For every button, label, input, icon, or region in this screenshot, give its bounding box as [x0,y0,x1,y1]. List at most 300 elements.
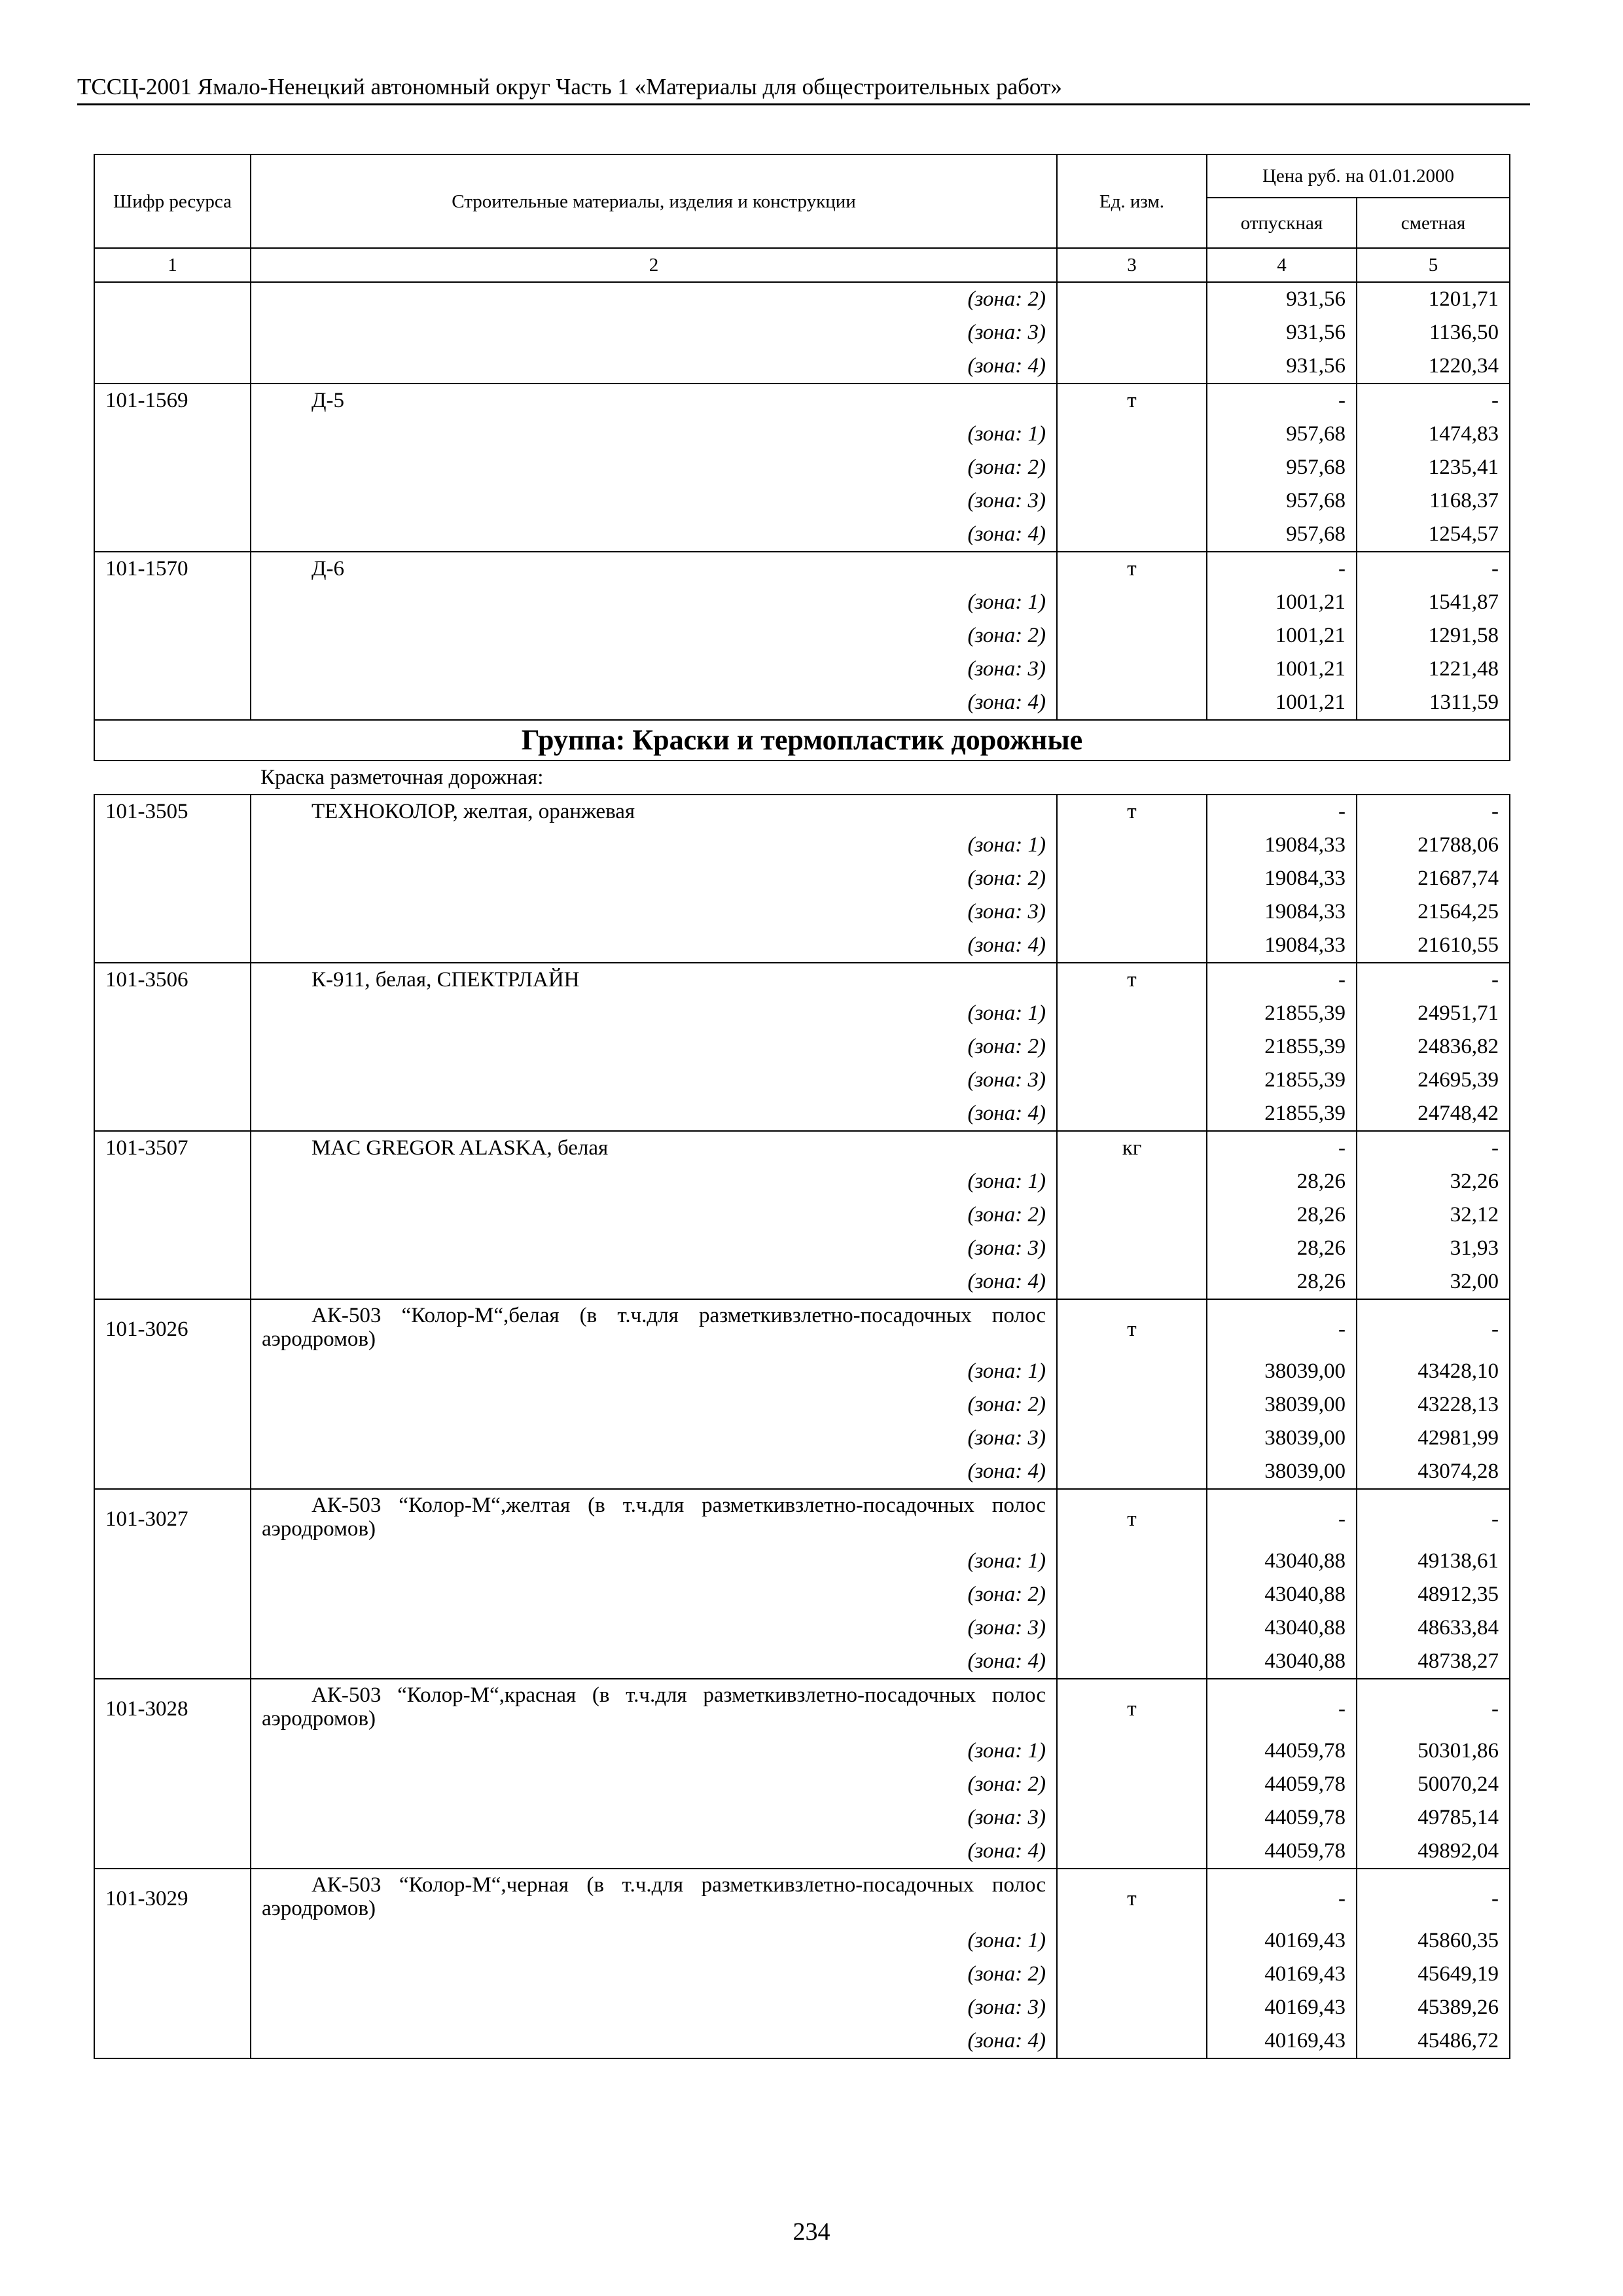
resource-code: 101-1570 [94,552,251,586]
zone-row [94,1645,1510,1679]
release-price: 1001,21 [1207,586,1357,619]
estimate-price: 1235,41 [1357,451,1510,484]
zone-row [94,282,1510,316]
zone-row [94,316,1510,350]
resource-name: АК-503 “Колор-М“,желтая (в т.ч.для разметкивзлетно-посадочных полос аэродромов) [251,1489,1057,1545]
release-price: 40169,43 [1207,1991,1357,2024]
estimate-price: 32,26 [1357,1165,1510,1198]
unit-cell [1057,1198,1207,1232]
release-price: - [1207,1299,1357,1355]
unit-cell [1057,1030,1207,1064]
zone-label: (зона: 2) [251,1030,1057,1064]
header-col-number: 2 [251,248,1057,282]
release-price: 40169,43 [1207,1958,1357,1991]
estimate-price: - [1357,795,1510,829]
unit-cell [1057,282,1207,316]
release-price: - [1207,963,1357,997]
estimate-price: 1254,57 [1357,518,1510,552]
subgroup-title: Краска разметочная дорожная: [94,761,1510,795]
resource-name: АК-503 “Колор-М“,белая (в т.ч.для разметкивзлетно-посадочных полос аэродромов) [251,1299,1057,1355]
unit-cell [1057,1958,1207,1991]
zone-label: (зона: 1) [251,829,1057,862]
code-cell [94,1768,251,1801]
estimate-price: 1221,48 [1357,653,1510,686]
zone-row [94,1388,1510,1422]
unit-cell [1057,895,1207,929]
zone-label: (зона: 2) [251,1388,1057,1422]
table-row [94,1299,1510,1355]
code-cell [94,586,251,619]
zone-row [94,1768,1510,1801]
release-price: 44059,78 [1207,1801,1357,1835]
code-cell [94,1355,251,1388]
release-price: 43040,88 [1207,1545,1357,1578]
estimate-price: 21564,25 [1357,895,1510,929]
code-cell [94,316,251,350]
zone-label: (зона: 1) [251,418,1057,451]
estimate-price: 21687,74 [1357,862,1510,895]
unit-cell [1057,1355,1207,1388]
release-price: - [1207,795,1357,829]
release-price: - [1207,1489,1357,1545]
zone-row [94,1801,1510,1835]
estimate-price: 49785,14 [1357,1801,1510,1835]
estimate-price: 43428,10 [1357,1355,1510,1388]
estimate-price: 43074,28 [1357,1455,1510,1489]
release-price: 38039,00 [1207,1388,1357,1422]
zone-row [94,1455,1510,1489]
code-cell [94,1097,251,1131]
unit-cell [1057,862,1207,895]
code-cell [94,895,251,929]
zone-row [94,1355,1510,1388]
release-price: - [1207,552,1357,586]
release-price: 1001,21 [1207,653,1357,686]
resource-name: К-911, белая, СПЕКТРЛАЙН [251,963,1057,997]
code-cell [94,829,251,862]
page-header: ТССЦ-2001 Ямало-Ненецкий автономный округ Часть 1 «Материалы для общестроительных работ» [77,73,1530,105]
release-price: 19084,33 [1207,929,1357,963]
zone-row [94,619,1510,653]
zone-row [94,1165,1510,1198]
zone-row [94,2024,1510,2058]
unit-cell [1057,518,1207,552]
release-price: 28,26 [1207,1232,1357,1265]
table-row [94,1489,1510,1545]
header-price-title: Цена руб. на 01.01.2000 [1207,154,1510,198]
estimate-price: 43228,13 [1357,1388,1510,1422]
zone-label: (зона: 2) [251,1578,1057,1611]
estimate-price: - [1357,552,1510,586]
estimate-price: 48738,27 [1357,1645,1510,1679]
code-cell [94,451,251,484]
zone-label: (зона: 2) [251,451,1057,484]
resource-code: 101-3507 [94,1131,251,1165]
zone-label: (зона: 1) [251,1734,1057,1768]
page-number: 234 [793,2218,830,2246]
resource-code: 101-3027 [94,1489,251,1545]
release-price: 40169,43 [1207,2024,1357,2058]
release-price: 21855,39 [1207,997,1357,1030]
zone-label: (зона: 3) [251,1232,1057,1265]
zone-row [94,653,1510,686]
zone-row [94,1064,1510,1097]
release-price: 21855,39 [1207,1064,1357,1097]
estimate-price: 45389,26 [1357,1991,1510,2024]
zone-row [94,1835,1510,1869]
zone-row [94,1578,1510,1611]
unit-cell [1057,1734,1207,1768]
code-cell [94,1265,251,1299]
zone-label: (зона: 2) [251,862,1057,895]
release-price: - [1207,1131,1357,1165]
estimate-price: 45649,19 [1357,1958,1510,1991]
estimate-price: 21610,55 [1357,929,1510,963]
zone-label: (зона: 4) [251,686,1057,720]
release-price: 19084,33 [1207,829,1357,862]
estimate-price: 45860,35 [1357,1924,1510,1958]
unit-cell [1057,1097,1207,1131]
estimate-price: - [1357,1679,1510,1734]
zone-row [94,686,1510,720]
group-row [94,720,1510,761]
zone-row [94,1030,1510,1064]
estimate-price: 49892,04 [1357,1835,1510,1869]
release-price: 38039,00 [1207,1355,1357,1388]
release-price: 28,26 [1207,1265,1357,1299]
code-cell [94,1545,251,1578]
zone-row [94,997,1510,1030]
code-cell [94,997,251,1030]
zone-label: (зона: 3) [251,1064,1057,1097]
release-price: 21855,39 [1207,1030,1357,1064]
estimate-price: - [1357,963,1510,997]
release-price: 931,56 [1207,316,1357,350]
code-cell [94,1734,251,1768]
estimate-price: 45486,72 [1357,2024,1510,2058]
price-table [94,154,1510,2059]
unit-cell [1057,1991,1207,2024]
estimate-price: - [1357,384,1510,418]
zone-label: (зона: 3) [251,653,1057,686]
zone-label: (зона: 3) [251,1801,1057,1835]
unit-cell [1057,1388,1207,1422]
code-cell [94,619,251,653]
zone-label: (зона: 4) [251,1835,1057,1869]
release-price: 38039,00 [1207,1422,1357,1455]
zone-row [94,1924,1510,1958]
zone-label: (зона: 3) [251,1422,1057,1455]
unit-cell [1057,997,1207,1030]
release-price: 1001,21 [1207,686,1357,720]
zone-label: (зона: 3) [251,316,1057,350]
header-col-number: 5 [1357,248,1510,282]
release-price: 43040,88 [1207,1578,1357,1611]
unit-cell [1057,929,1207,963]
unit-cell [1057,1232,1207,1265]
zone-label: (зона: 1) [251,1165,1057,1198]
code-cell [94,1924,251,1958]
zone-label: (зона: 2) [251,1768,1057,1801]
table-row [94,1869,1510,1924]
estimate-price: 50070,24 [1357,1768,1510,1801]
table-header [94,154,1510,282]
code-cell [94,1835,251,1869]
estimate-price: 48912,35 [1357,1578,1510,1611]
release-price: 43040,88 [1207,1611,1357,1645]
zone-label: (зона: 4) [251,1265,1057,1299]
zone-label: (зона: 3) [251,1611,1057,1645]
code-cell [94,1232,251,1265]
unit-cell [1057,1645,1207,1679]
zone-row [94,1198,1510,1232]
zone-row [94,1232,1510,1265]
header-price-release: отпускная [1207,198,1357,248]
zone-label: (зона: 4) [251,518,1057,552]
release-price: 1001,21 [1207,619,1357,653]
zone-row [94,929,1510,963]
resource-name: MAC GREGOR ALASKA, белая [251,1131,1057,1165]
estimate-price: 1201,71 [1357,282,1510,316]
resource-code: 101-3506 [94,963,251,997]
unit-cell [1057,350,1207,384]
estimate-price: 24836,82 [1357,1030,1510,1064]
unit-cell [1057,1064,1207,1097]
zone-label: (зона: 3) [251,895,1057,929]
resource-name: ТЕХНОКОЛОР, желтая, оранжевая [251,795,1057,829]
zone-label: (зона: 4) [251,350,1057,384]
header-name: Строительные материалы, изделия и конструкции [251,154,1057,248]
zone-row [94,1265,1510,1299]
resource-code: 101-3026 [94,1299,251,1355]
release-price: - [1207,1679,1357,1734]
zone-label: (зона: 1) [251,1355,1057,1388]
zone-row [94,484,1510,518]
estimate-price: - [1357,1489,1510,1545]
unit-cell [1057,2024,1207,2058]
estimate-price: 1474,83 [1357,418,1510,451]
estimate-price: 32,12 [1357,1198,1510,1232]
estimate-price: 24951,71 [1357,997,1510,1030]
code-cell [94,1991,251,2024]
unit-cell [1057,316,1207,350]
estimate-price: 1541,87 [1357,586,1510,619]
unit: т [1057,1299,1207,1355]
unit-cell [1057,451,1207,484]
zone-label: (зона: 3) [251,484,1057,518]
unit-cell [1057,1835,1207,1869]
code-cell [94,350,251,384]
unit-cell [1057,1924,1207,1958]
code-cell [94,282,251,316]
table-row [94,384,1510,418]
unit-cell [1057,1265,1207,1299]
unit-cell [1057,484,1207,518]
unit: т [1057,384,1207,418]
unit-cell [1057,1545,1207,1578]
code-cell [94,929,251,963]
release-price: 21855,39 [1207,1097,1357,1131]
zone-row [94,1958,1510,1991]
zone-label: (зона: 4) [251,2024,1057,2058]
zone-row [94,586,1510,619]
unit: кг [1057,1131,1207,1165]
release-price: 957,68 [1207,418,1357,451]
code-cell [94,1198,251,1232]
resource-code: 101-3028 [94,1679,251,1734]
unit: т [1057,795,1207,829]
zone-label: (зона: 2) [251,1958,1057,1991]
estimate-price: - [1357,1869,1510,1924]
zone-row [94,451,1510,484]
estimate-price: - [1357,1131,1510,1165]
code-cell [94,1422,251,1455]
release-price: - [1207,384,1357,418]
code-cell [94,418,251,451]
header-col-number: 3 [1057,248,1207,282]
zone-row [94,350,1510,384]
resource-name: Д-6 [251,552,1057,586]
code-cell [94,1958,251,1991]
zone-label: (зона: 1) [251,586,1057,619]
release-price: 38039,00 [1207,1455,1357,1489]
estimate-price: 1220,34 [1357,350,1510,384]
unit-cell [1057,1165,1207,1198]
table-body [94,282,1510,2058]
table-row [94,552,1510,586]
unit-cell [1057,829,1207,862]
zone-label: (зона: 2) [251,1198,1057,1232]
zone-row [94,518,1510,552]
unit: т [1057,1679,1207,1734]
unit-cell [1057,1611,1207,1645]
zone-label: (зона: 3) [251,1991,1057,2024]
zone-label: (зона: 4) [251,1455,1057,1489]
code-cell [94,518,251,552]
code-cell [94,1455,251,1489]
release-price: 44059,78 [1207,1734,1357,1768]
release-price: 957,68 [1207,484,1357,518]
estimate-price: 1136,50 [1357,316,1510,350]
estimate-price: 24748,42 [1357,1097,1510,1131]
unit-cell [1057,1422,1207,1455]
zone-row [94,1545,1510,1578]
resource-code: 101-3505 [94,795,251,829]
table-row [94,795,1510,829]
header-col-number: 1 [94,248,251,282]
header-col-number: 4 [1207,248,1357,282]
unit-cell [1057,1801,1207,1835]
table-row [94,1131,1510,1165]
estimate-price: 50301,86 [1357,1734,1510,1768]
zone-label: (зона: 1) [251,997,1057,1030]
zone-label: (зона: 4) [251,929,1057,963]
estimate-price: 31,93 [1357,1232,1510,1265]
unit-cell [1057,1455,1207,1489]
zone-label: (зона: 2) [251,282,1057,316]
release-price: 931,56 [1207,350,1357,384]
code-cell [94,1801,251,1835]
estimate-price: 48633,84 [1357,1611,1510,1645]
code-cell [94,484,251,518]
resource-name: Д-5 [251,384,1057,418]
code-cell [94,2024,251,2058]
zone-label: (зона: 1) [251,1924,1057,1958]
unit-cell [1057,418,1207,451]
estimate-price: 1311,59 [1357,686,1510,720]
header-code: Шифр ресурса [94,154,251,248]
release-price: 44059,78 [1207,1768,1357,1801]
zone-row [94,1991,1510,2024]
subgroup-row [94,761,1510,795]
zone-label: (зона: 2) [251,619,1057,653]
unit: т [1057,1489,1207,1545]
resource-code: 101-1569 [94,384,251,418]
zone-label: (зона: 1) [251,1545,1057,1578]
resource-name: АК-503 “Колор-М“,красная (в т.ч.для разметкивзлетно-посадочных полос аэродромов) [251,1679,1057,1734]
release-price: 40169,43 [1207,1924,1357,1958]
resource-name: АК-503 “Колор-М“,черная (в т.ч.для разметкивзлетно-посадочных полос аэродромов) [251,1869,1057,1924]
code-cell [94,1165,251,1198]
code-cell [94,862,251,895]
zone-row [94,895,1510,929]
code-cell [94,1611,251,1645]
unit-cell [1057,653,1207,686]
resource-code: 101-3029 [94,1869,251,1924]
zone-row [94,1097,1510,1131]
release-price: - [1207,1869,1357,1924]
zone-row [94,1422,1510,1455]
zone-row [94,1611,1510,1645]
unit-cell [1057,686,1207,720]
estimate-price: 21788,06 [1357,829,1510,862]
zone-row [94,418,1510,451]
unit: т [1057,1869,1207,1924]
zone-label: (зона: 4) [251,1097,1057,1131]
header-price-estimate: сметная [1357,198,1510,248]
estimate-price: - [1357,1299,1510,1355]
code-cell [94,1645,251,1679]
table-row [94,963,1510,997]
release-price: 43040,88 [1207,1645,1357,1679]
release-price: 19084,33 [1207,895,1357,929]
zone-label: (зона: 4) [251,1645,1057,1679]
unit-cell [1057,586,1207,619]
release-price: 957,68 [1207,518,1357,552]
code-cell [94,686,251,720]
estimate-price: 32,00 [1357,1265,1510,1299]
code-cell [94,1388,251,1422]
estimate-price: 1168,37 [1357,484,1510,518]
unit-cell [1057,1768,1207,1801]
release-price: 19084,33 [1207,862,1357,895]
estimate-price: 24695,39 [1357,1064,1510,1097]
estimate-price: 1291,58 [1357,619,1510,653]
estimate-price: 42981,99 [1357,1422,1510,1455]
release-price: 957,68 [1207,451,1357,484]
unit-cell [1057,619,1207,653]
unit: т [1057,963,1207,997]
code-cell [94,1578,251,1611]
zone-row [94,1734,1510,1768]
zone-row [94,862,1510,895]
zone-row [94,829,1510,862]
code-cell [94,1064,251,1097]
header-unit: Ед. изм. [1057,154,1207,248]
group-title: Группа: Краски и термопластик дорожные [94,720,1510,761]
code-cell [94,653,251,686]
code-cell [94,1030,251,1064]
